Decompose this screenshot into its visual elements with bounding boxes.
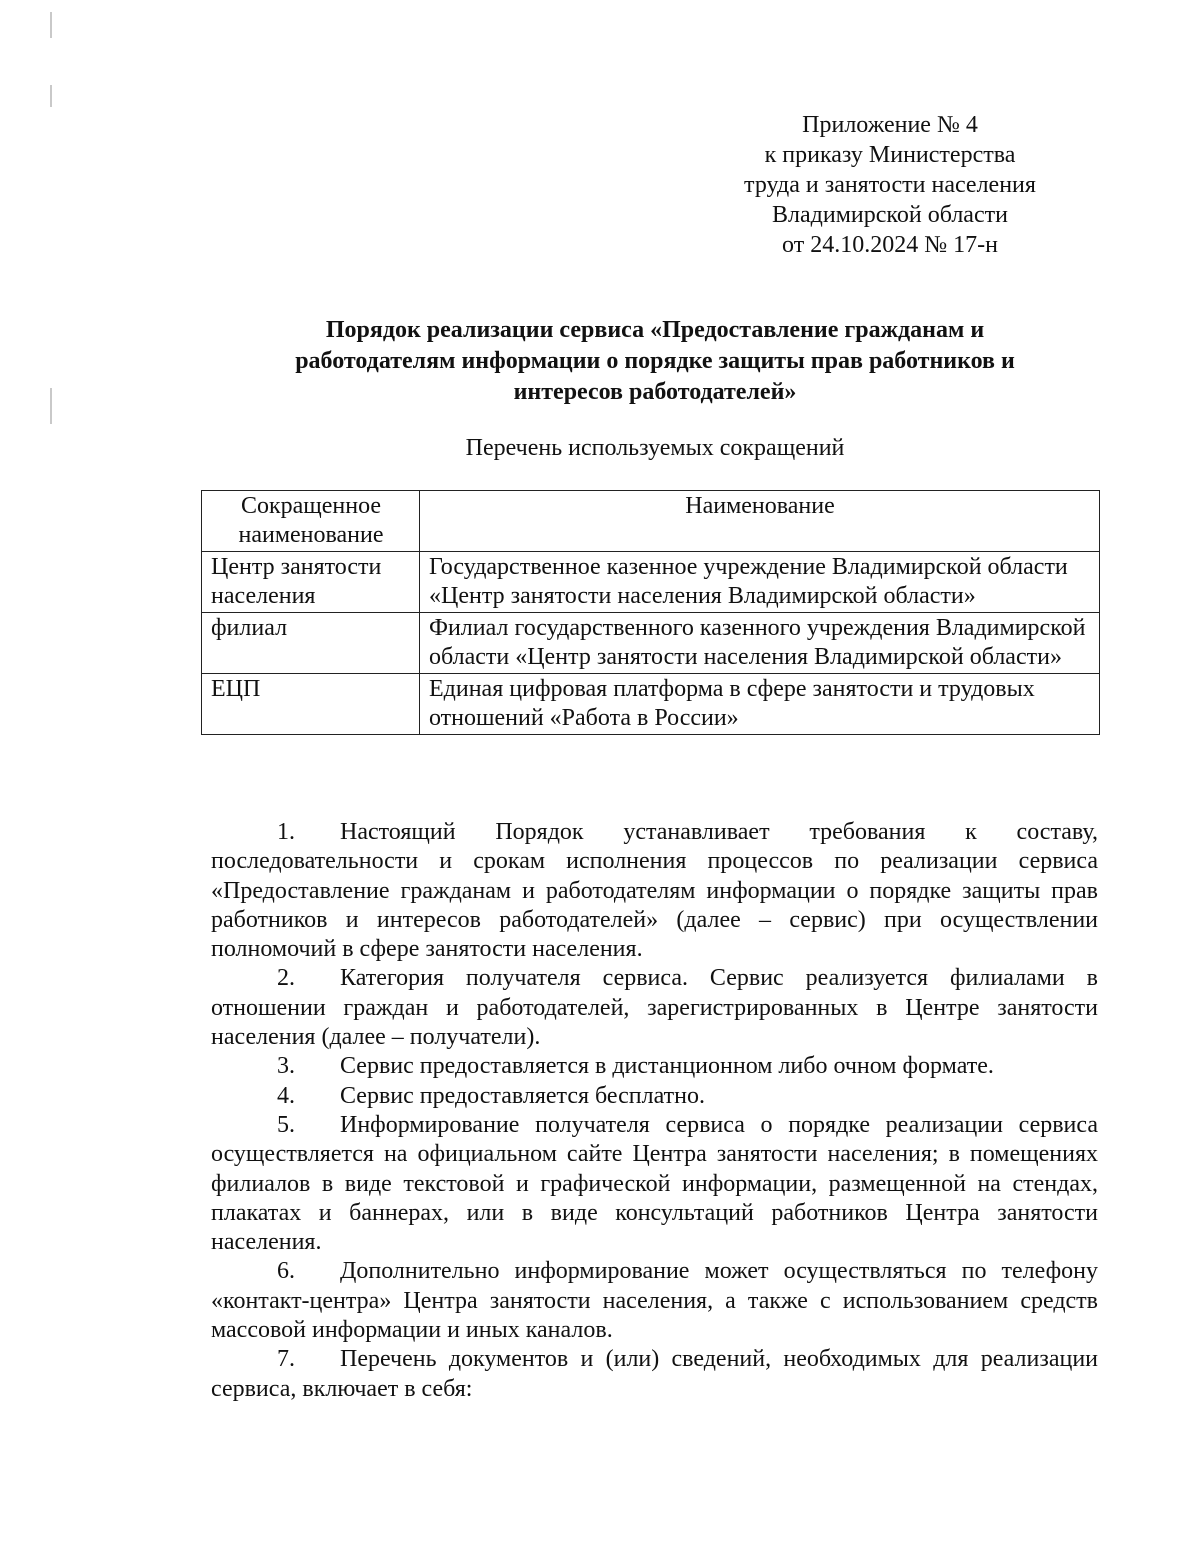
- paragraph-number: 2.: [277, 965, 295, 992]
- numbered-paragraph: [211, 1052, 1098, 1081]
- paragraph-text: Информирование получателя сервиса о порядке реализации сервиса осуществляется на официальном сайте Центра занятости населения; в помещениях филиалов в виде текстовой и графической информации, размещенной на стендах, плакатах и баннерах, или в виде консультаций работников Центра занятости населения.: [211, 1111, 1098, 1256]
- appendix-header: [690, 110, 1090, 260]
- appendix-line: Владимирской области: [772, 202, 1008, 228]
- scan-artifact: [50, 85, 52, 107]
- numbered-paragraph: [211, 1082, 1098, 1111]
- title-line: Порядок реализации сервиса «Предоставление гражданам и: [325, 317, 985, 343]
- paragraph-number: 4.: [277, 1082, 295, 1109]
- table-cell-full-name: Единая цифровая платформа в сфере занятости и трудовых отношений «Работа в России»: [420, 674, 1100, 735]
- document-body: [211, 818, 1098, 1404]
- table-cell-abbreviation: филиал: [202, 613, 420, 674]
- numbered-paragraph: [211, 964, 1098, 1052]
- scan-artifact: [50, 12, 52, 38]
- numbered-paragraph: [211, 1111, 1098, 1257]
- numbered-paragraph: [211, 1257, 1098, 1345]
- table-header-row: [202, 491, 1100, 552]
- paragraph-text: Дополнительно информирование может осуществляться по телефону «контакт-центра» Центра занятости населения, а также с использованием средств массовой информации и иных каналов.: [211, 1258, 1098, 1344]
- abbreviations-heading: Перечень используемых сокращений: [465, 435, 845, 461]
- title-line: интересов работодателей»: [513, 379, 797, 405]
- table-row: [202, 552, 1100, 613]
- table-cell-abbreviation: Центр занятости населения: [202, 552, 420, 613]
- numbered-paragraph: [211, 1345, 1098, 1404]
- table-cell-full-name: Филиал государственного казенного учреждения Владимирской области «Центр занятости населения Владимирской области»: [420, 613, 1100, 674]
- paragraph-text: Перечень документов и (или) сведений, необходимых для реализации сервиса, включает в себя:: [211, 1346, 1098, 1402]
- table-cell-full-name: Государственное казенное учреждение Владимирской области «Центр занятости населения Владимирской области»: [420, 552, 1100, 613]
- numbered-paragraph: [211, 818, 1098, 964]
- appendix-line: к приказу Министерства: [764, 142, 1016, 168]
- table-row: [202, 674, 1100, 735]
- title-line: работодателям информации о порядке защиты прав работников и: [295, 348, 1015, 374]
- abbreviations-table: [201, 490, 1100, 735]
- appendix-line: от 24.10.2024 № 17-н: [782, 232, 998, 258]
- paragraph-text: Настоящий Порядок устанавливает требования к составу, последовательности и срокам исполнения процессов по реализации сервиса «Предоставление гражданам и работодателям информации о порядке защиты прав работников и интересов работодателей» (далее – сервис) при осуществлении полномочий в сфере занятости населения.: [211, 819, 1098, 963]
- scan-artifact: [50, 388, 52, 424]
- appendix-line: Приложение № 4: [802, 112, 978, 138]
- paragraph-number: 7.: [277, 1346, 295, 1373]
- table-cell-abbreviation: ЕЦП: [202, 674, 420, 735]
- paragraph-number: 6.: [277, 1258, 295, 1285]
- paragraph-text: Категория получателя сервиса. Сервис реализуется филиалами в отношении граждан и работодателей, зарегистрированных в Центре занятости населения (далее – получатели).: [211, 965, 1098, 1051]
- paragraph-text: Сервис предоставляется в дистанционном либо очном формате.: [340, 1053, 994, 1080]
- document-title: [180, 315, 1130, 408]
- paragraph-number: 5.: [277, 1111, 295, 1138]
- appendix-line: труда и занятости населения: [744, 172, 1036, 198]
- paragraph-text: Сервис предоставляется бесплатно.: [340, 1082, 705, 1109]
- paragraph-number: 3.: [277, 1053, 295, 1080]
- table-header-cell: Наименование: [420, 491, 1100, 552]
- paragraph-number: 1.: [277, 819, 295, 845]
- table-row: [202, 613, 1100, 674]
- table-header-cell: Сокращенное наименование: [202, 491, 420, 552]
